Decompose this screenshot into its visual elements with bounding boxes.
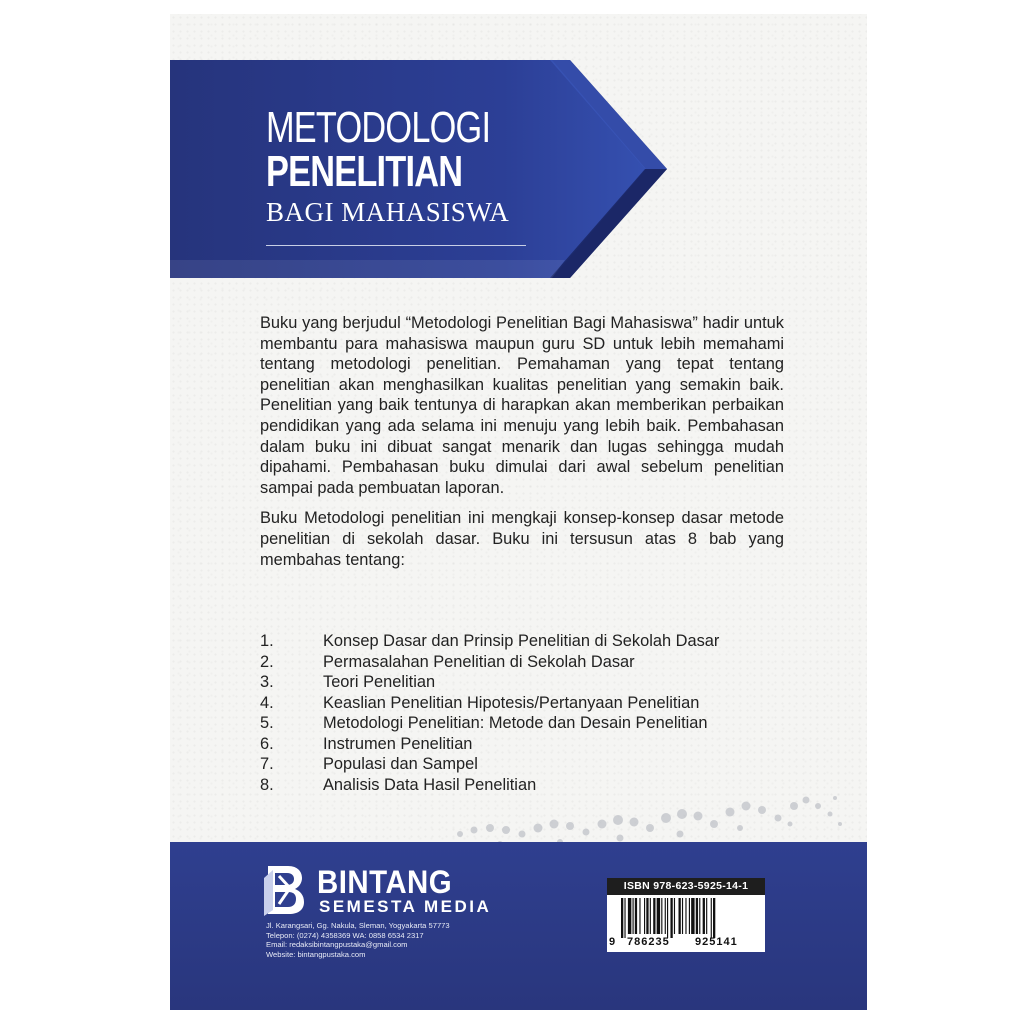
chapter-number: 1. <box>260 632 274 650</box>
chapter-title: Konsep Dasar dan Prinsip Penelitian di Sekolah Dasar <box>323 632 720 650</box>
isbn-label: ISBN 978-623-5925-14-1 <box>607 878 765 895</box>
barcode-bar <box>646 898 648 934</box>
chapter-title: Teori Penelitian <box>323 673 436 691</box>
description-paragraph-1: Buku yang berjudul “Metodologi Penelitian Bagi Mahasiswa” hadir untuk membantu para mahasiswa maupun guru SD untuk lebih memahami tentang metodologi penelitian. Pemahaman yang tepat tentang penelitian akan menghasilkan kualitas penelitian yang semakin baik. Penelitian yang baik tentunya di harapkan akan memberikan perbaikan pendidikan yang ada selama ini menuju yang lebih baik. Pembahasan dalam buku ini dibuat sangat menarik dan lugas sehingga mudah dipahami. Pembahasan buku dimulai dari awal sebelum penelitian sampai pada pembuatan laporan. <box>260 314 784 497</box>
chapter-title: Populasi dan Sampel <box>323 755 478 773</box>
chapter-list <box>260 631 800 795</box>
barcode-bar <box>665 898 666 934</box>
chapter-number: 3. <box>260 673 274 691</box>
barcode-bar <box>696 898 698 934</box>
chapter-number: 8. <box>260 775 274 794</box>
list-item <box>260 713 800 734</box>
barcode-bar <box>691 898 694 934</box>
barcode-bar <box>711 898 712 938</box>
barcode-bar <box>703 898 705 934</box>
publisher-contact <box>266 921 450 960</box>
barcode-bar <box>650 898 651 934</box>
barcode-bar <box>674 898 675 934</box>
publisher-subname: SEMESTA MEDIA <box>319 897 492 916</box>
title-line-1: METODOLOGI <box>266 103 491 152</box>
barcode-bar <box>699 898 700 934</box>
list-item <box>260 734 800 755</box>
title-line-2: PENELITIAN <box>266 147 463 196</box>
barcode-bar <box>628 898 631 934</box>
publisher-footer <box>170 842 867 1010</box>
isbn-barcode-box <box>607 878 765 952</box>
chapter-number: 2. <box>260 652 274 671</box>
publisher-email: Email: redaksibintangpustaka@gmail.com <box>266 940 408 950</box>
title-underline <box>266 245 526 246</box>
title-line-3: BAGI MAHASISWA <box>266 197 510 227</box>
barcode-bar <box>653 898 655 934</box>
book-back-cover <box>170 14 867 1010</box>
barcode-bar <box>661 898 662 934</box>
barcode-bar <box>670 898 672 938</box>
chapter-title: Keaslian Penelitian Hipotesis/Pertanyaan Penelitian <box>323 693 700 712</box>
book-description <box>260 313 784 580</box>
chapter-title: Permasalahan Penelitian di Sekolah Dasar <box>323 652 635 671</box>
barcode-icon <box>617 898 757 938</box>
list-item <box>260 631 800 652</box>
publisher-address: Jl. Karangsari, Gg. Nakula, Sleman, Yogyakarta 57773 <box>266 921 450 930</box>
barcode-bar <box>644 898 645 934</box>
chapter-title: Analisis Data Hasil Penelitian <box>323 775 537 794</box>
publisher-website: Website: bintangpustaka.com <box>266 950 366 960</box>
barcode-digits-left: 786235 <box>627 936 670 948</box>
barcode-bar <box>657 898 660 934</box>
chapter-number: 6. <box>260 734 274 753</box>
barcode-bar <box>685 898 686 934</box>
publisher-name: BINTANG <box>317 864 453 900</box>
list-item <box>260 652 800 673</box>
list-item <box>260 693 800 714</box>
barcode-bar <box>706 898 707 934</box>
publisher-phone: Telepon: (0274) 4358369 WA: 0858 6534 2317 <box>266 930 424 940</box>
barcode-bar <box>689 898 690 934</box>
book-title <box>266 103 553 228</box>
description-paragraph-2: Buku Metodologi penelitian ini mengkaji konsep-konsep dasar metode penelitian di sekolah dasar. Buku ini tersusun atas 8 bab yang membahas tentang: <box>260 509 784 569</box>
chapter-number: 7. <box>260 755 274 773</box>
barcode-bar <box>682 898 683 934</box>
chapter-number: 4. <box>260 693 274 712</box>
barcode-bar <box>624 898 625 938</box>
list-item <box>260 754 800 775</box>
barcode-digits-right: 925141 <box>695 936 738 948</box>
barcode-bar <box>639 898 640 934</box>
barcode-bar <box>667 898 668 938</box>
barcode-bar <box>621 898 623 938</box>
publisher-logo-icon <box>264 864 304 916</box>
barcode-bar <box>713 898 715 938</box>
barcode-bar <box>635 898 637 934</box>
barcode-digit-first: 9 <box>609 936 616 948</box>
barcode-bar <box>679 898 681 934</box>
chapter-title: Metodologi Penelitian: Metode dan Desain Penelitian <box>323 714 708 732</box>
chapter-title: Instrumen Penelitian <box>323 734 473 753</box>
list-item <box>260 672 800 693</box>
barcode-bar <box>633 898 634 934</box>
chapter-number: 5. <box>260 714 274 732</box>
